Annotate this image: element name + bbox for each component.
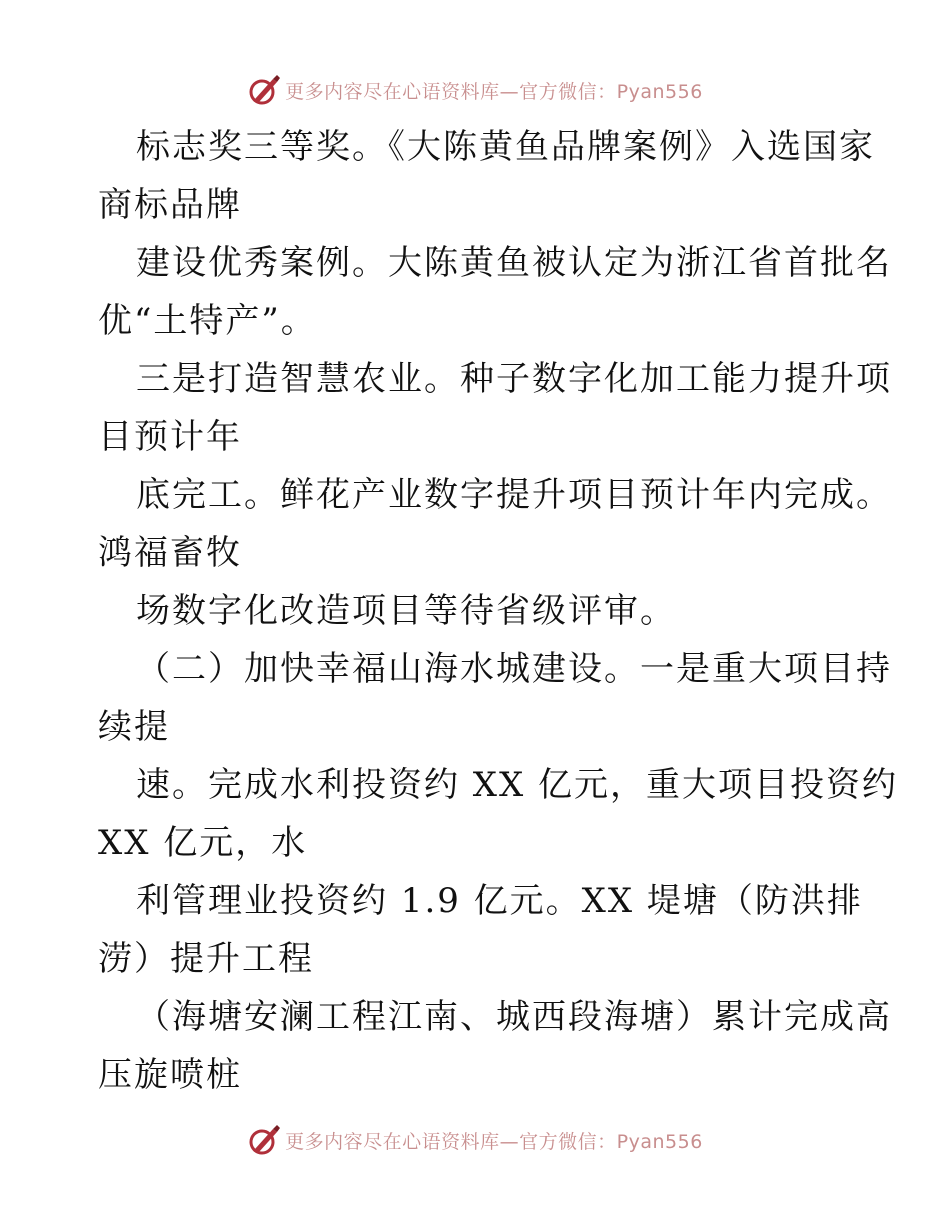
- text-line: 三是打造智慧农业。种子数字化加工能力提升项: [136, 359, 892, 399]
- text-line: 利管理业投资约 1.9 亿元。XX 堤塘（防洪排: [136, 881, 863, 921]
- watermark-text: 更多内容尽在心语资料库—官方微信：Pyan556: [285, 1130, 703, 1153]
- header-watermark: [0, 70, 950, 110]
- text-line: 场数字化改造项目等待省级评审。: [136, 591, 676, 631]
- text-line: 速。完成水利投资约 XX 亿元，重大项目投资约: [136, 765, 899, 805]
- footer-watermark: [0, 1120, 950, 1160]
- text-line: 续提: [98, 707, 170, 747]
- watermark-text: 更多内容尽在心语资料库—官方微信：Pyan556: [285, 80, 703, 103]
- text-line: 压旋喷桩: [98, 1055, 242, 1095]
- pen-logo-icon: [247, 73, 281, 107]
- text-line: （海塘安澜工程江南、城西段海塘）累计完成高: [136, 997, 892, 1037]
- text-line: 涝）提升工程: [98, 939, 314, 979]
- text-line: （二）加快幸福山海水城建设。一是重大项目持: [136, 649, 892, 689]
- text-line: 标志奖三等奖。《大陈黄鱼品牌案例》入选国家: [136, 127, 875, 167]
- text-line: 优“土特产”。: [98, 301, 317, 341]
- pen-logo-icon: [247, 1123, 281, 1157]
- text-line: 鸿福畜牧: [98, 533, 242, 573]
- text-line: 商标品牌: [98, 185, 242, 225]
- document-body: [98, 118, 899, 1104]
- text-line: XX 亿元，水: [98, 823, 308, 863]
- text-line: 建设优秀案例。大陈黄鱼被认定为浙江省首批名: [136, 243, 892, 283]
- text-line: 底完工。鲜花产业数字提升项目预计年内完成。: [136, 475, 892, 515]
- text-line: 目预计年: [98, 417, 242, 457]
